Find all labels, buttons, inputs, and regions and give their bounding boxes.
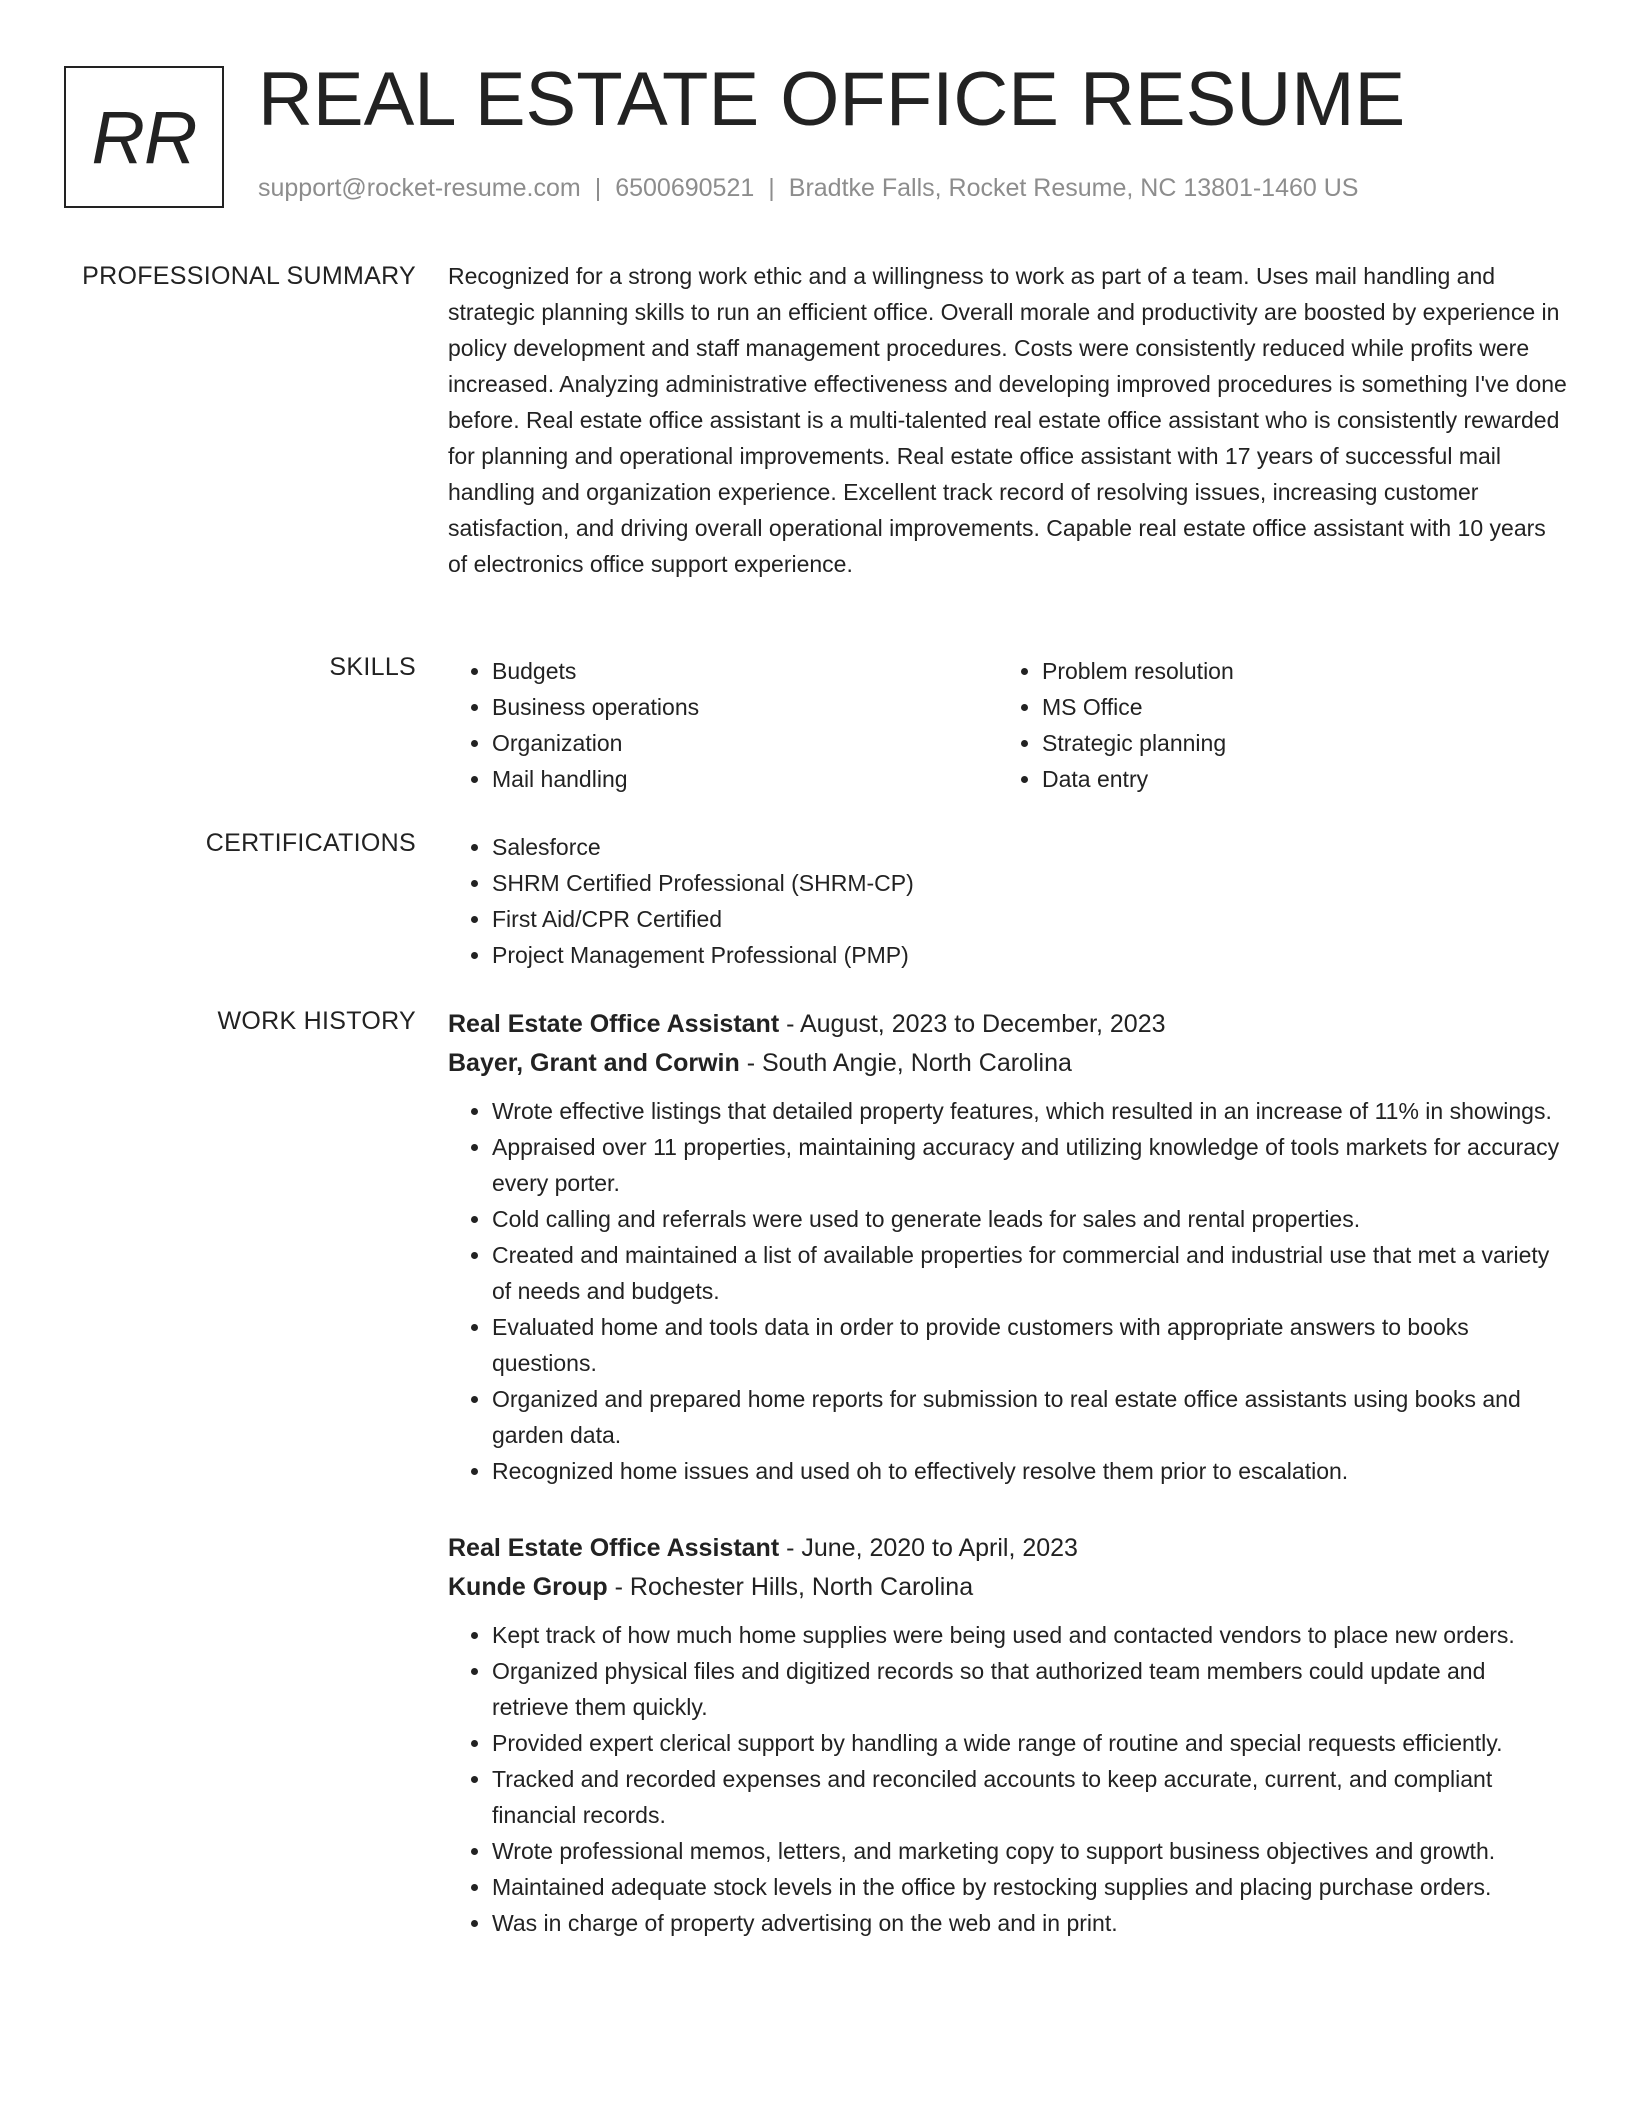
job-title-line (448, 1005, 1568, 1044)
certifications-body (448, 829, 1568, 973)
list-item: • Tracked and recorded expenses and reconciled accounts to keep accurate, current, and compliant financial records. (492, 1761, 1568, 1833)
list-item: • Strategic planning (1042, 725, 1548, 761)
list-item: • Problem resolution (1042, 653, 1548, 689)
list-item: • SHRM Certified Professional (SHRM-CP) (492, 865, 1568, 901)
job-location: - Rochester Hills, North Carolina (607, 1573, 974, 1601)
job-entry (448, 1005, 1568, 1489)
job-title: Real Estate Office Assistant (448, 1010, 780, 1038)
job-entry (448, 1529, 1568, 1941)
list-item: • Wrote professional memos, letters, and marketing copy to support business objectives and growth. (492, 1833, 1568, 1869)
list-item: • Budgets (492, 653, 998, 689)
skills-column-left (448, 653, 998, 797)
section-label-summary: PROFESSIONAL SUMMARY (82, 262, 416, 290)
job-title: Real Estate Office Assistant (448, 1534, 780, 1562)
section-label-skills: SKILLS (329, 653, 416, 681)
list-item: • Provided expert clerical support by handling a wide range of routine and special requests efficiently. (492, 1725, 1568, 1761)
skills-body (448, 653, 1568, 797)
contact-phone: 6500690521 (615, 174, 755, 202)
list-item: • Recognized home issues and used oh to effectively resolve them prior to escalation. (492, 1453, 1568, 1489)
list-item: • Data entry (1042, 761, 1548, 797)
list-item: • Organized physical files and digitized records so that authorized team members could update and retrieve them quickly. (492, 1653, 1568, 1725)
job-location: - South Angie, North Carolina (739, 1049, 1072, 1077)
job-dates: - August, 2023 to December, 2023 (779, 1010, 1166, 1038)
list-item: • Project Management Professional (PMP) (492, 937, 1568, 973)
list-item: • Appraised over 11 properties, maintaining accuracy and utilizing knowledge of tools markets for accuracy every porter. (492, 1129, 1568, 1201)
job-dates: - June, 2020 to April, 2023 (779, 1534, 1078, 1562)
list-item: • Cold calling and referrals were used to generate leads for sales and rental properties. (492, 1201, 1568, 1237)
list-item: • MS Office (1042, 689, 1548, 725)
list-item: • First Aid/CPR Certified (492, 901, 1568, 937)
job-company-line (448, 1044, 1568, 1083)
list-item: • Mail handling (492, 761, 998, 797)
contact-separator: | (594, 174, 602, 202)
section-label-work-history: WORK HISTORY (217, 1007, 416, 1035)
contact-line (258, 174, 1358, 203)
contact-separator: | (768, 174, 775, 202)
list-item: • Created and maintained a list of available properties for commercial and industrial use that met a variety of needs and budgets. (492, 1237, 1568, 1309)
list-item: • Organization (492, 725, 998, 761)
contact-address: Bradtke Falls, Rocket Resume, NC 13801-1460 US (788, 174, 1359, 202)
summary-text: Recognized for a strong work ethic and a willingness to work as part of a team. Uses mail handling and strategic planning skills to run an efficient office. Overall morale and productivity are boosted by experience in policy development and staff management procedures. Costs were consistently reduced while profits were increased. Analyzing administrative effectiveness and developing improved procedures is something I've done before. Real estate office assistant is a multi-talented real estate office assistant who is consistently rewarded for planning and operational improvements. Real estate office assistant with 17 years of successful mail handling and organization experience. Excellent track record of resolving issues, increasing customer satisfaction, and driving overall operational improvements. Capable real estate office assistant with 10 years of electronics office support experience. (448, 263, 1567, 577)
job-bullets (448, 1093, 1568, 1489)
list-item: • Wrote effective listings that detailed property features, which resulted in an increase of 11% in showings. (492, 1093, 1568, 1129)
list-item: • Business operations (492, 689, 998, 725)
job-title-line (448, 1529, 1568, 1568)
list-item: • Salesforce (492, 829, 1568, 865)
job-company-line (448, 1568, 1568, 1607)
list-item: • Was in charge of property advertising on the web and in print. (492, 1905, 1568, 1941)
resume-title: REAL ESTATE OFFICE RESUME (258, 57, 1406, 142)
monogram-logo: RR (64, 66, 224, 208)
list-item: • Evaluated home and tools data in order to provide customers with appropriate answers to books questions. (492, 1309, 1568, 1381)
summary-body (448, 258, 1568, 582)
contact-email: support@rocket-resume.com (258, 174, 581, 202)
job-company: Bayer, Grant and Corwin (448, 1049, 740, 1077)
section-label-certifications: CERTIFICATIONS (205, 829, 416, 857)
list-item: • Maintained adequate stock levels in the office by restocking supplies and placing purchase orders. (492, 1869, 1568, 1905)
skills-column-right (998, 653, 1548, 797)
work-history-body (448, 1005, 1568, 1941)
list-item: • Kept track of how much home supplies were being used and contacted vendors to place new orders. (492, 1617, 1568, 1653)
job-bullets (448, 1617, 1568, 1941)
list-item: • Organized and prepared home reports for submission to real estate office assistants using books and garden data. (492, 1381, 1568, 1453)
job-company: Kunde Group (448, 1573, 608, 1601)
